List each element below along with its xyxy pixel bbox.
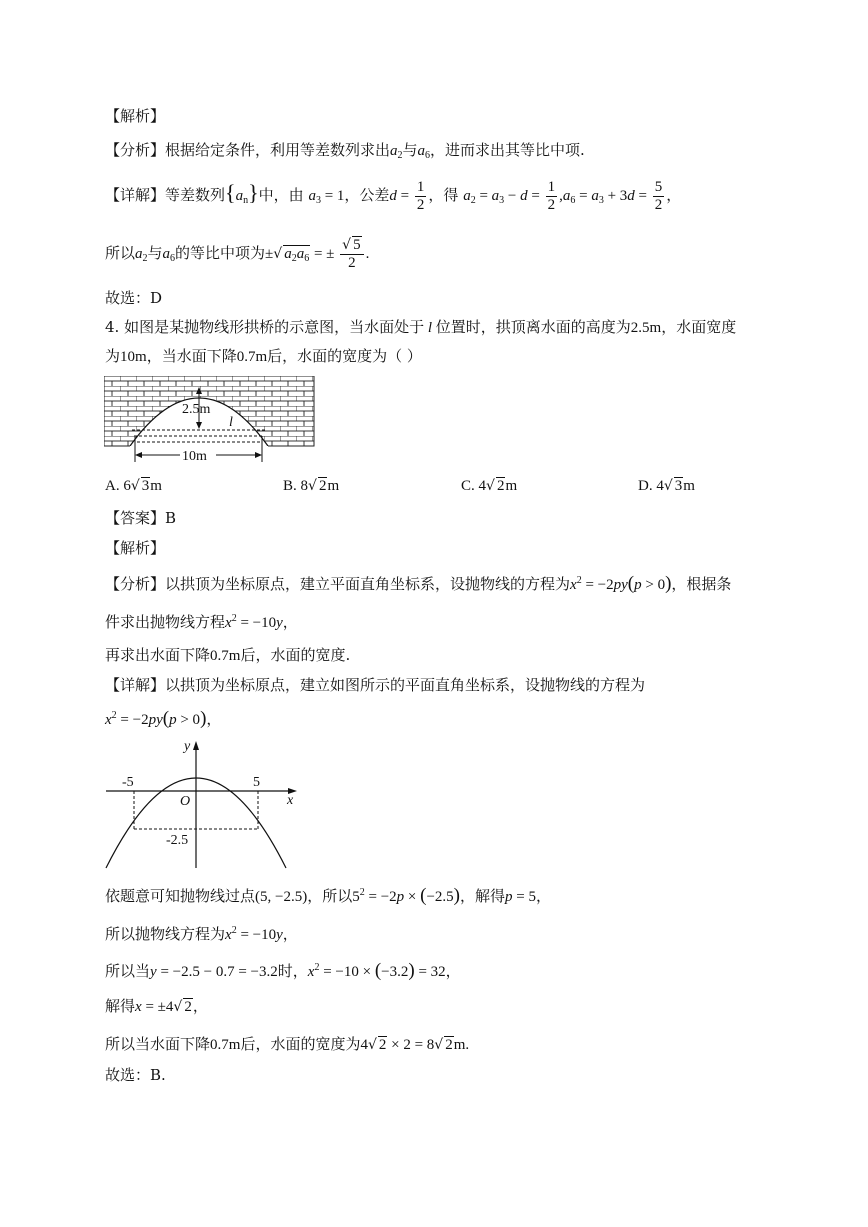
solution-step-5: 所以当水面下降0.7m后，水面的宽度为4√ 2 × 2 = 8√ 2m. bbox=[105, 1035, 470, 1053]
width-label: 10m bbox=[182, 449, 207, 464]
answer-line: 【答案】B bbox=[105, 509, 177, 527]
section-header-analysis-2: 【解析】 bbox=[105, 539, 166, 557]
geometric-mean-line: 所以$a_2$与$a_6$的等比中项为±√ $a_2a_6$ = ± $\frac{√ 5}{2}$ . bbox=[105, 236, 370, 271]
detail-2-equation: $x^2 = -2py(p > 0)$， bbox=[105, 708, 222, 729]
solution-step-3: 所以当y = −2.5 − 0.7 = −3.2时，$x^2 = -10 \times (-3.2) = 32$， bbox=[105, 960, 461, 981]
analysis-line: 【分析】根据给定条件，利用等差数列求出$a_2$与$a_6$，进而求出其等比中项. bbox=[105, 141, 585, 161]
analysis-2-line3: 再求出水面下降0.7m后，水面的宽度. bbox=[105, 646, 351, 664]
solution-step-2: 所以抛物线方程为$x^2 = -10y$， bbox=[105, 925, 298, 943]
coordinate-diagram bbox=[104, 738, 304, 870]
bridge-diagram bbox=[104, 376, 324, 466]
tick-neg5: -5 bbox=[122, 775, 134, 790]
option-c: C. 4√ 2m bbox=[461, 478, 518, 494]
tick-neg2-5: -2.5 bbox=[166, 833, 189, 848]
detail-line: 【详解】等差数列$\{a_n\}$中，由 $a_3 = 1$，公差d = $\frac{1}{2}$ ，得 $a_2 = a_3 - d$ = $\frac{1}{2}$ $,a_6 = a_3 + 3d$ = $\frac{5}{2}$ ， bbox=[105, 178, 682, 213]
analysis-2-line2: 件求出抛物线方程$x^2 = -10y$， bbox=[105, 613, 298, 631]
tick-5: 5 bbox=[253, 775, 260, 790]
question-4-line2: 为10m，当水面下降0.7m后，水面的宽度为（ ） bbox=[105, 347, 422, 365]
choice-b-line: 故选：B. bbox=[105, 1066, 166, 1084]
section-header-analysis: 【解析】 bbox=[105, 107, 166, 125]
option-b: B. 8√ 2m bbox=[283, 478, 340, 494]
option-d: D. 4√ 3m bbox=[638, 478, 695, 494]
water-level-label: l bbox=[229, 415, 233, 430]
origin-label: O bbox=[180, 794, 191, 809]
option-a: A. 6√ 3m bbox=[105, 478, 162, 494]
choice-d-line: 故选：D bbox=[105, 289, 163, 307]
x-axis-label: x bbox=[287, 793, 294, 808]
analysis-2-line1: 【分析】以拱顶为坐标原点，建立平面直角坐标系，设抛物线的方程为$x^2 = -2py(p > 0)$，根据条 bbox=[105, 573, 732, 594]
height-label: 2.5m bbox=[182, 402, 211, 417]
question-4-line1: 4. 如图是某抛物线形拱桥的示意图，当水面处于 l 位置时，拱顶离水面的高度为2.5m，水面宽度 bbox=[105, 318, 737, 336]
y-axis-label: y bbox=[184, 739, 191, 754]
solution-step-1: 依题意可知抛物线过点(5, −2.5)，所以$5^2 = -2p \times (-2.5)$，解得p = 5， bbox=[105, 885, 551, 906]
solution-step-4: 解得x = ±4√ 2， bbox=[105, 997, 208, 1015]
detail-2-line1: 【详解】以拱顶为坐标原点，建立如图所示的平面直角坐标系，设抛物线的方程为 bbox=[105, 676, 646, 694]
